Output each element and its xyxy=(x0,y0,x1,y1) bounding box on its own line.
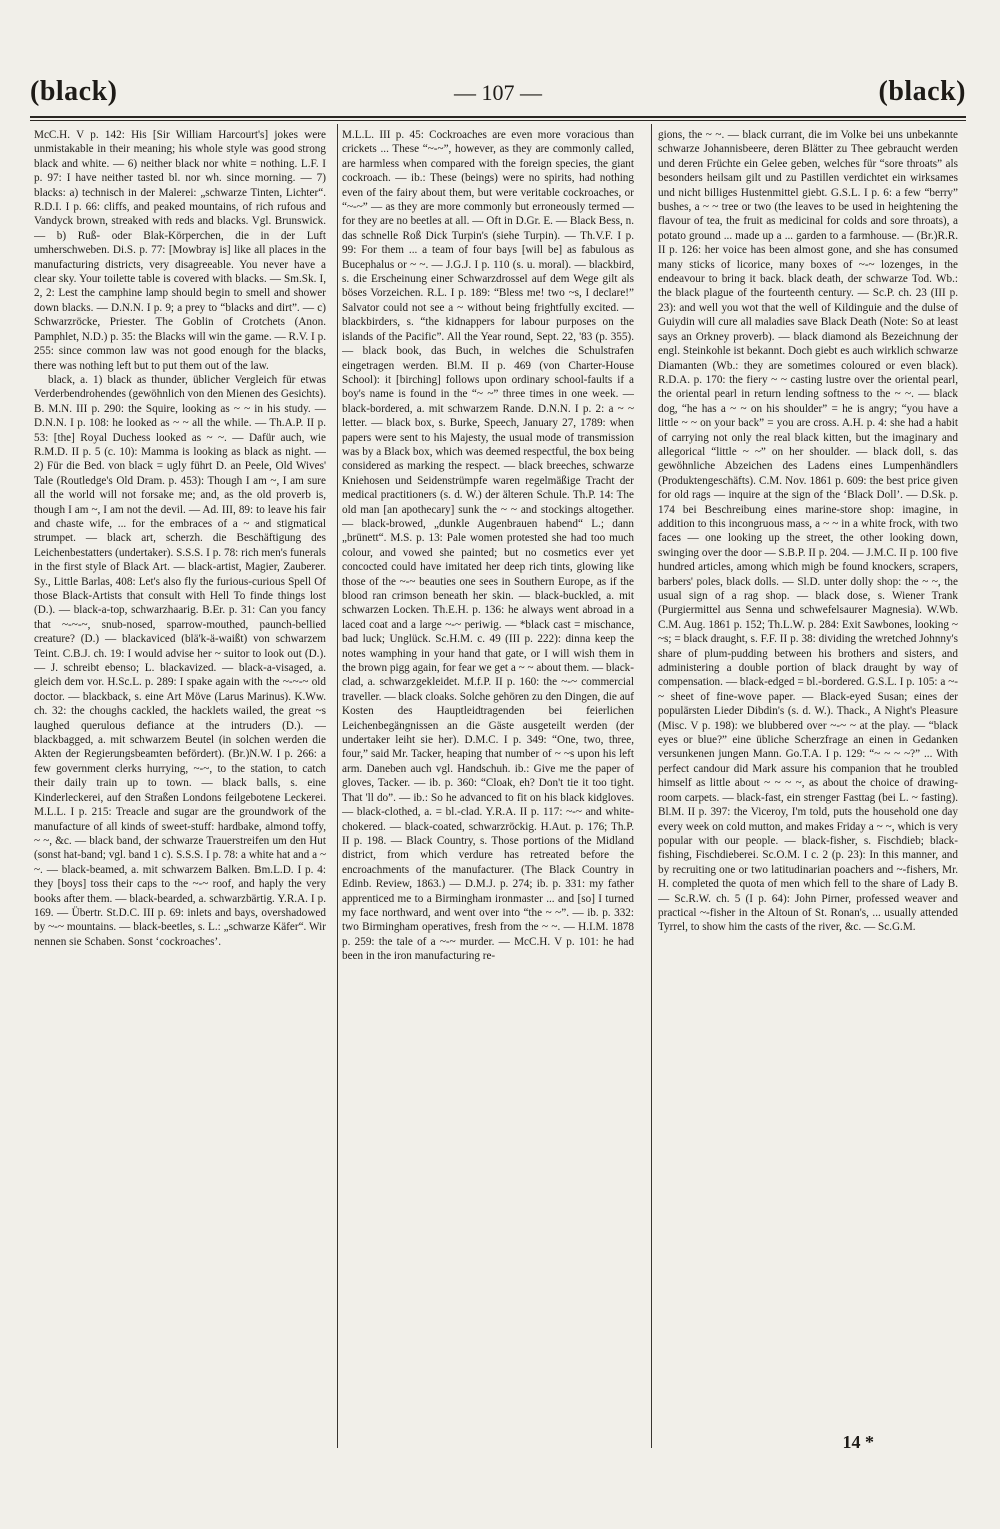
column-2 xyxy=(342,128,634,1446)
page-number: — 107 — xyxy=(454,80,542,105)
text-columns xyxy=(34,128,960,1446)
column-1-paragraph-1: McC.H. V p. 142: His [Sir William Harcourt's] jokes were unmistakable in their meaning; his whole style was good strong black and white. — 6) neither black nor white = nothing. L.F. I p. 97: I have neither tasted bl. nor wh. since morning. — 7) blacks: a) technisch in der Malerei: „schwarze Tinten, Lichter“. R.D.I. I p. 66: cliffs, and peaked mountains, of rich rufous and Vandyck brown, streaked with reds and blacks. Vgl. Brunswick. — b) Ruß- oder Blak-Körperchen, die in der Luft umherschweben. Di.S. p. 77: [Mowbray is] like all places in the manufacturing districts, very disagreeable. You never have a clear sky. Your toilette table is covered with blacks. — Sm.Sk. I, 2, 2: Lest the camphine lamp should begin to smell and shower down blacks. — D.N.N. I p. 9; a prey to “blacks and dirt”. — c) Schwarzröcke, Priester. The Goblin of Crotchets (Anon. Pamphlet, N.D.) p. 35: the Blacks will win the game. — R.V. I p. 255: since common law was not good enough for the blacks, there was nothing left but to put them out of the law. xyxy=(34,129,326,372)
column-1 xyxy=(34,128,326,1446)
column-1-paragraph-2: black, a. 1) black as thunder, üblicher Vergleich für etwas Verderbendrohendes (gewöhnlich von den Mienen des Gesichts). B. M.N. III p. 290: the Squire, looking as ~ ~ in his study. — D.N.N. I p. 108: he looked as ~ ~ all the while. — Th.A.P. II p. 53: [the] Royal Duchess looked as ~ ~. — Dafür auch, wie R.M.D. II p. 5 (c. 10): Mamma is looking as black as night. — 2) Für die Bed. von black = ugly führt D. an Peele, Old Wives' Tale (Routledge's Old Dram. p. 453): Though I am ~, I am sure all the world will not forsake me; and, as the old proverb is, though I am ~, I am not the devil. — Ad. III, 89: to leave his fair and chaste wife, ... for the embraces of a ~ and stigmatical strumpet. — black art, scherzh. die Beschäftigung des Leichenbestatters (undertaker). S.S.S. I p. 78: rich men's funerals in the first style of Black Art. — black-artist, Magier, Zauberer. Sy., Little Barlas, 408: Let's also fly the furious-curious Spell Of those Black-Artists that consult with Hell To finde things lost (D.). — black-a-top, schwarzhaarig. B.Er. p. 31: Can you fancy that ~-~-~, snub-nosed, sparrow-mouthed, paunch-bellied creature? (D.) — blackaviced (blä'k-ä-waißt) von schwarzem Teint. C.B.J. ch. 19: I would advise her ~ suitor to look out (D.). — J. schreibt ebenso; L. blackavized. — black-a-visaged, a. gleich dem vor. H.Sc.L. p. 289: I spake again with the ~-~-~ old doctor. — blackback, s. eine Art Möve (Larus Marinus). K.Ww. ch. 32: the choughs cackled, the hacklets wailed, the great ~s laughed querulous defiance at the intruders (D.). — blackbagged, a. mit schwarzem Beutel (in solchen werden die Akten der Regierungsbeamten befördert). (Br.)N.W. I p. 266: a few government clerks hurrying, ~-~, to the station, to catch their daily train up to town. — black balls, s. eine Kinderleckerei, auf den Straßen Londons feilgebotene Leckerei. M.L.L. I p. 215: Treacle and sugar are the groundwork of the manufacture of all kinds of sweet-stuff: hardbake, almond toffy, ~ ~, &c. — black band, der schwarze Trauerstreifen um den Hut (sonst hat-band; vgl. band 1 c). S.S.S. I p. 78: a white hat and a ~ ~. — black-beamed, a. mit schwarzem Balken. Bm.L.D. I p. 4: they [boys] toss their caps to the ~-~ roof, and haply the very books after them. — black-bearded, a. schwarzbärtig. Y.R.A. I p. 169. — Übertr. St.D.C. III p. 69: inlets and bays, overshadowed by ~-~ mountains. — black-beetles, s. L.: „schwarze Käfer“. Wir nennen sie Schaben. Sonst ‘cockroaches’. xyxy=(34,373,326,948)
left-running-headword: (black) xyxy=(30,76,118,107)
column-3-paragraph-1: gions, the ~ ~. — black currant, die im Volke bei uns unbekannte schwarze Johannisbeere, deren Blätter zu Thee gebraucht werden und deren Früchte ein Gelee geben, welches für “sore throats” als besonders heilsam gilt und zu Pastillen verdichtet ein wirksames und nicht billiges Hustenmittel giebt. G.S.L. I p. 6: a few “berry” bushes, a ~ ~ tree or two (the leaves to be used in heightening the flavour of tea, the fruit as medicinal for colds and sore throats), a potato ground ... made up a ... garden to a farmhouse. — (Br.)R.R. II p. 126: her voice has been almost gone, and she has consumed many sticks of licorice, many boxes of ~-~ lozenges, in the endeavour to bring it back. black death, der schwarze Tod. Wb.: the black plague of the fourteenth century. — Sc.P. ch. 23 (III p. 23): and well you wot that the well of Kildinguie and the dulse of Guiydin will cure all maladies save Black Death (Note: So at least says an Orkney proverb). — black diamond als Bezeichnung der engl. Steinkohle ist bekannt. Doch giebt es auch wirklich schwarze Diamanten (Wb.: they are sometimes coloured or even black). R.D.A. p. 170: the fiery ~ ~ casting lustre over the oriental pearl, the oriental pearl in return lending softness to the ~ ~. — black dog, “he has a ~ ~ on his shoulder” = he is angry; “you have a little ~ ~ on your back” = you are cross. A.H. p. 4: she had a habit of carrying not only the real black kitten, but the imaginary and allegorical “little ~ ~” on her shoulder. — black doll, s. das gewöhnliche Abzeichen des Ladens eines Lumpenhändlers (Produktengeschäfts). C.M. Nov. 1861 p. 609: the best price given for old rags — inquire at the sign of the ‘Black Doll’. — D.Sk. p. 174 bei Beschreibung eines marine-store shop: imagine, in addition to this incongruous mass, a ~ ~ in a white frock, with two faces — one looking up the street, the other looking down, swinging over the door — S.B.P. II p. 204. — J.M.C. II p. 100 five hundred articles, among which migh be found knockers, scrapers, barbers' poles, black dolls. — Sl.D. unter dolly shop: the ~ ~, the usual sign of a rag shop. — black dose, s. Wiener Trank (Purgiermittel aus Senna und schwefelsaurer Magnesia). W.Wb. C.M. Aug. 1861 p. 152; Th.L.W. p. 284: Exit Sawbones, looking ~ ~s; = black draught, s. F.F. II p. 38: dividing the wretched Johnny's share of plum-pudding between his brothers and sisters, and administering a double portion of black draught by way of compensation. — black-edged = bl.-bordered. G.S.L. I p. 105: a ~-~ sheet of fine-wove paper. — Black-eyed Susan; eines der populärsten Lieder Dibdin's (s. d. W.). Thack., A Night's Pleasure (Misc. V p. 198): we blubbered over ~-~ ~ at the play. — “black eyes or blue?” eine übliche Scherzfrage an einen in Gedanken versunkenen jungen Mann. Go.T.A. I p. 129: “~ ~ ~ ~?” ... With perfect candour did Mark assure his companion that he troubled himself as little about ~ ~ ~ ~, as about the choice of drawing-room carpets. — black-fast, ein strenger Fasttag (bei L. ~ fasting). Bl.M. II p. 397: the Viceroy, I'm told, puts the household one day every week on cold mutton, and makes Friday a ~ ~, which is very popular with our people. — black-fisher, s. Fischdieb; black-fishing, Fischdieberei. Sc.O.M. I c. 2 (p. 23): In this manner, and by recruiting one or two latitudinarian poachers and ~-fishers, Mr. H. completed the quota of men which fell to the share of Lady B. — Sc.R.W. ch. 5 (I p. 64): John Pirner, professed weaver and practical ~-fisher in the Altoun of St. Ronan's, ... usually attended Tyrrel, to show him the casts of the river, &c. — Sc.G.M. xyxy=(658,129,958,934)
header-rule-thick xyxy=(30,116,966,118)
column-3 xyxy=(658,128,958,1446)
running-header xyxy=(30,76,966,116)
column-2-paragraph-1: M.L.L. III p. 45: Cockroaches are even more voracious than crickets ... These “~-~”, however, as they are commonly called, are harmless when compared with the foreign species, the giant cockroach. — ib.: These (beings) were no spirits, had nothing even of the fairy about them, but were veritable cockroaches, or “~-~” — as they are more commonly but erroneously termed — for they are no beetles at all. — Oft in D.Gr. E. — Black Bess, n. das schnelle Roß Dick Turpin's (siehe Turpin). — Th.V.F. I p. 99: For them ... a team of four bays [will be] as fabulous as Bucephalus or ~ ~. — J.G.J. I p. 110 (s. u. moral). — blackbird, s. die Erscheinung einer Schwarzdrossel auf dem Wege gilt als böses Vorzeichen. R.L. I p. 189: “Bless me! two ~s, I declare!” Salvator could not see a ~ without being frightfully excited. — blackbirders, s. “the kidnappers for labour purposes on the islands of the Pacific”. All the Year round, Sept. 22, '83 (p. 355). — black book, das Buch, in welches die Schulstrafen eingetragen werden. Bl.M. II p. 469 (von Charter-House School): it [birching] follows upon ordinary school-faults if a boy's name is found in the “~ ~” three times in one week. — black-bordered, a. mit schwarzem Rande. D.N.N. I p. 2: a ~ ~ letter. — black box, s. Burke, Speech, January 27, 1789: when papers were sent to his Majesty, the usual mode of transmission was by a Black box, which was deemed respectful, the box being considered as marking the respect. — black breeches, schwarze Kniehosen und Seidenstrümpfe waren regelmäßige Tracht der medical practitioners (s. d. W.) der älteren Schule. Th.P. 14: The old man [an apothecary] sunk the ~ ~ and stockings altogether. — black-browed, „dunkle Augenbrauen habend“ L.; dann „brünett“. M.S. p. 13: Pale women protested she had too much colour, and vowed she painted; but no cosmetics ever yet concocted could have imitated her deep rich tints, glowing like those of the ~-~ beauties one sees in Southern Europe, as if the blood ran crimson beneath her skin. — black-buckled, a. mit schwarzen Locken. Th.E.H. p. 136: he always went abroad in a laced coat and a large ~-~ periwig. — *black cast = mischance, bad luck; Unglück. Sc.H.M. c. 49 (III p. 222): dinna keep the notes wamphing in your hand that gate, or I will wish them in the brown pigg again, for fear we get a ~ ~ about them. — black-clad, a. schwarzgekleidet. M.f.P. II p. 160: the ~-~ commercial traveller. — black cloaks. Solche gehören zu den Dingen, die auf Kosten des Hauptleidtragenden bei feierlichen Leichenbegängnissen an die Gäste ausgeteilt werden (der undertaker leiht sie her). D.M.C. I p. 349: “One, two, three, four,” said Mr. Tacker, heaping that number of ~ ~s upon his left arm. Daneben auch vgl. Handschuh. ib.: Give me the paper of gloves, Tacker. — ib. p. 360: “Cloak, eh? Don't tie it too tight. That 'll do”. — ib.: So he advanced to fit on his black kidgloves. — black-clothed, a. = bl.-clad. Y.R.A. II p. 117: ~-~ and white-chokered. — black-coated, schwarzröckig. H.Aut. p. 176; Th.P. II p. 198. — Black Country, s. Those portions of the Midland district, from which verdure has retreated before the encroachments of the manufacturer. (The Black Country in Edinb. Review, 1863.) — D.M.J. p. 274; ib. p. 331: my father apprenticed me to a Birmingham ironmaster ... and [so] I turned my face northward, and went over into “the ~ ~”. — ib. p. 332: two Birmingham operatives, fresh from the ~ ~. — H.I.M. 1878 p. 259: the tale of a ~-~ murder. — McC.H. V p. 101: he had been in the iron manufacturing re- xyxy=(342,129,634,963)
right-running-headword: (black) xyxy=(878,76,966,107)
signature-mark: 14 * xyxy=(842,1432,874,1452)
header-rule-thin xyxy=(30,120,966,121)
